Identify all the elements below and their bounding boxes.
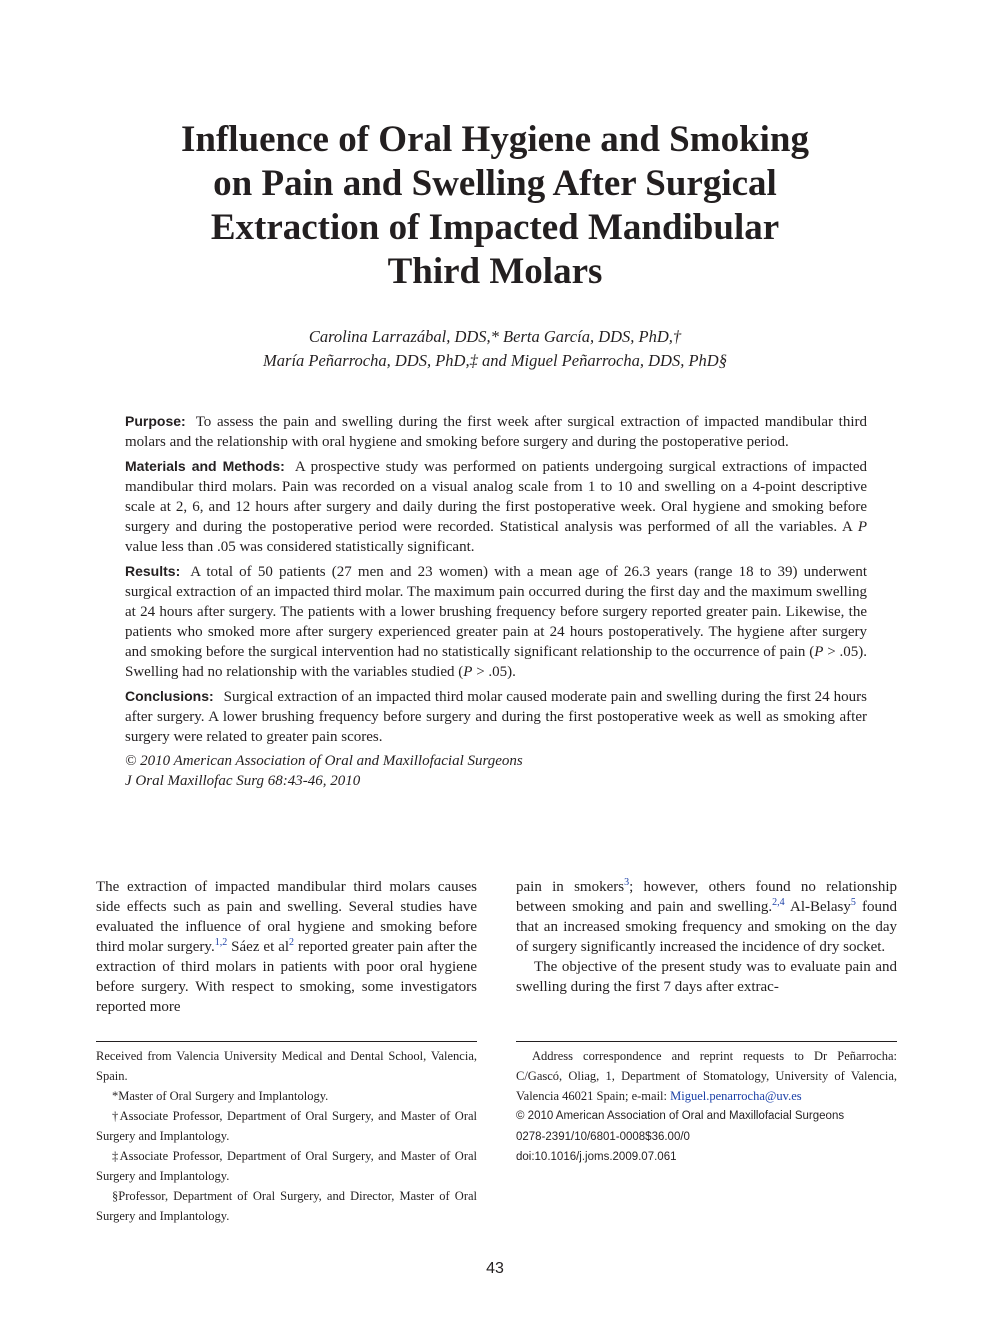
abstract-text: value less than .05 was considered statistically significant. [125, 539, 475, 555]
footnote-divider [516, 1041, 897, 1042]
address-text: Address correspondence and reprint requests to Dr Peñarrocha: C/Gascó, Oliag, 1, Department of Stomatology, University of Valencia, Valencia 46021 Spain; e-mail: [516, 1049, 897, 1103]
abstract-text: To assess the pain and swelling during the first week after surgical extraction of impacted mandibular third molars and the relationship with oral hygiene and smoking before surgery and during the postoperative period. [125, 414, 867, 450]
doi: doi:10.1016/j.joms.2009.07.061 [516, 1151, 677, 1163]
title-line: Extraction of Impacted Mandibular [210, 207, 780, 248]
abstract-text: A prospective study was performed on patients undergoing surgical extractions of impacted mandibular third molars. Pain was recorded on a visual analog scale from 1 to 10 and swelling on a 4-point descriptive scale at 2, 6, and 12 hours after surgery and daily during the first postoperative week. Oral hygiene and smoking before surgery and during the postoperative period were recorded. Statistical analysis was performed of all the variables. A [125, 459, 867, 535]
p-symbol: P [814, 644, 824, 660]
abstract-label: Purpose: [125, 413, 186, 429]
footnote-divider [96, 1041, 477, 1042]
body-text: pain in smokers [516, 879, 625, 895]
footnote: †Associate Professor, Department of Oral Surgery, and Master of Oral Surgery and Implantology. [96, 1109, 477, 1143]
body-paragraph: The objective of the present study was to evaluate pain and swelling during the first 7 days after extrac- [516, 959, 897, 995]
p-symbol: P [463, 664, 473, 680]
abstract-text: > .05). Swelling had no relationship with the variables studied ( [125, 644, 867, 680]
reference-link[interactable]: 1,2 [214, 937, 228, 948]
abstract-label: Materials and Methods: [125, 458, 285, 474]
abstract-purpose [125, 411, 867, 452]
email-link[interactable]: Miguel.penarrocha@uv.es [670, 1089, 802, 1103]
body-text: The extraction of impacted mandibular third molars causes side effects such as pain and swelling. Several studies have evaluated the influence of oral hygiene and smoking before third molar surgery. [96, 879, 477, 955]
body-text: found that an increased smoking frequency and smoking on the day of surgery significantly increased the incidence of dry socket. [516, 899, 897, 955]
abstract-methods [125, 456, 867, 557]
reference-link[interactable]: 3 [624, 877, 630, 888]
abstract [125, 411, 867, 791]
abstract-copyright: © 2010 American Association of Oral and Maxillofacial Surgeons [125, 753, 523, 769]
author-list [120, 325, 870, 373]
correspondence-address [516, 1046, 897, 1106]
page-number: 43 [486, 1260, 504, 1277]
title-line: Third Molars [387, 251, 603, 292]
abstract-text: A total of 50 patients (27 men and 23 women) with a mean age of 26.3 years (range 18 to 39) underwent surgical extraction of an impacted third molar. The maximum pain occurred during the first day and the maximum swelling at 24 hours after surgery. The patients with a lower brushing frequency before surgery reported greater pain. Likewise, the patients who smoked more after surgery experienced greater pain at 24 hours postoperatively. The hygiene after surgery and smoking before the surgical intervention had no statistically significant relationship to the occurrence of pain ( [125, 564, 867, 660]
reference-link[interactable]: 2,4 [772, 897, 785, 908]
title-line: on Pain and Swelling After Surgical [213, 163, 777, 204]
body-text: reported greater pain after the extraction of third molars in patients with poor oral hygiene before surgery. With respect to smoking, some investigators reported more [96, 939, 478, 1015]
article-title [120, 118, 870, 294]
footnote-copyright: © 2010 American Association of Oral and Maxillofacial Surgeons [516, 1110, 845, 1122]
body-paragraph [96, 877, 477, 1017]
reference-link[interactable]: 2 [289, 937, 295, 948]
footnote: §Professor, Department of Oral Surgery, and Director, Master of Oral Surgery and Implantology. [96, 1189, 477, 1223]
issn: 0278-2391/10/6801-0008$36.00/0 [516, 1130, 690, 1143]
author-line: Carolina Larrazábal, DDS,* Berta García, DDS, PhD,† [308, 327, 682, 346]
journal-citation: J Oral Maxillofac Surg 68:43-46, 2010 [125, 773, 361, 789]
title-line: Influence of Oral Hygiene and Smoking [180, 119, 810, 160]
abstract-text: Surgical extraction of an impacted third molar caused moderate pain and swelling during the first 24 hours after surgery. A lower brushing frequency before surgery and during the first postoperative week as well as smoking after surgery were related to greater pain scores. [125, 689, 867, 745]
body-text: Al-Belasy [784, 899, 851, 915]
body-paragraph [516, 877, 897, 957]
reference-link[interactable]: 5 [850, 897, 856, 908]
abstract-conclusions [125, 686, 867, 747]
body-text: Sáez et al [227, 939, 290, 955]
body-column-right [516, 877, 897, 997]
abstract-label: Conclusions: [125, 688, 214, 704]
abstract-results [125, 561, 867, 682]
p-symbol: P [857, 519, 867, 535]
body-text: ; however, others found no relationship between smoking and pain and swelling. [516, 879, 897, 915]
affiliation-footnotes [96, 1046, 477, 1226]
correspondence-footnotes [516, 1046, 897, 1168]
abstract-label: Results: [125, 563, 181, 579]
abstract-text: > .05). [472, 664, 516, 680]
footnote: ‡Associate Professor, Department of Oral Surgery, and Master of Oral Surgery and Implantology. [96, 1149, 477, 1183]
footnote: Received from Valencia University Medical and Dental School, Valencia, Spain. [96, 1049, 477, 1083]
body-column-left [96, 877, 477, 1017]
footnote: *Master of Oral Surgery and Implantology. [112, 1089, 329, 1103]
author-line: María Peñarrocha, DDS, PhD,‡ and Miguel Peñarrocha, DDS, PhD§ [263, 351, 727, 370]
